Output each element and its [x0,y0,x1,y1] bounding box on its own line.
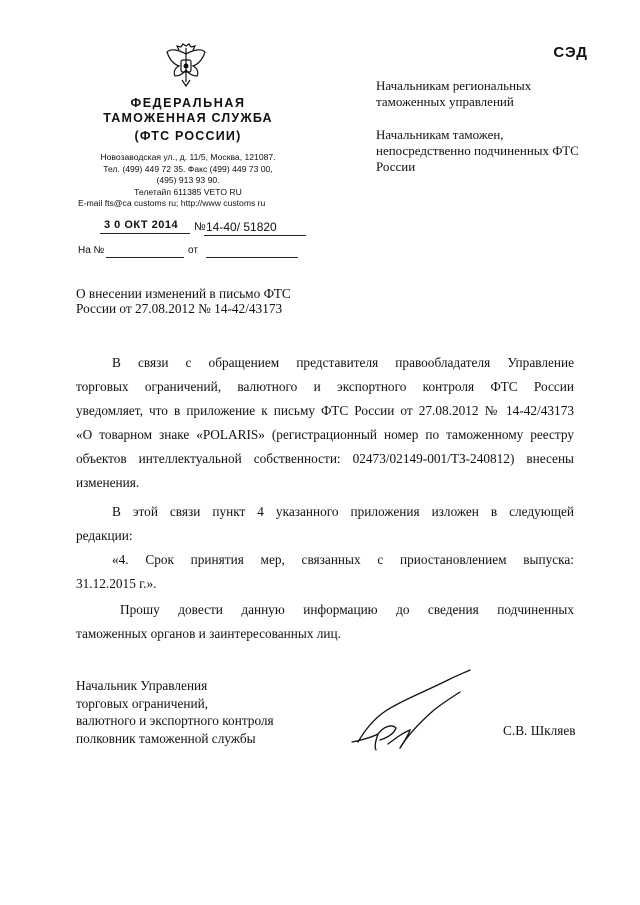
paragraph-line: объектов интеллектуальной собственности: 02473/02149-001/ТЗ-240812) внесены [76,451,574,466]
coat-of-arms-icon [165,42,207,88]
paragraph-2 [76,500,574,548]
paragraph-line: «О товарном знаке «POLARIS» (регистрационный номер по таможенному реестру [76,427,574,442]
registration-number: 14-40/ 51820 [206,220,277,234]
ref-number-field [106,257,184,258]
org-name-line1: ФЕДЕРАЛЬНАЯ [130,96,246,110]
paragraph-line: «4. Срок принятия мер, связанных с приостановлением выпуска: [112,552,574,567]
paragraph-line: Прошу довести данную информацию до сведения подчиненных [120,602,574,617]
paragraph-line: В этой связи пункт 4 указанного приложения изложен в следующей [112,504,574,519]
signatory-position [76,677,336,747]
ref-date-label: от [188,245,198,256]
contact-address: Новозаводская ул., д. 11/5, Москва, 121087. [100,152,276,162]
paragraph-line: изменения. [76,475,140,490]
paragraph-4 [76,598,574,646]
outgoing-registration-row [72,219,312,239]
handwritten-signature [348,668,498,752]
addressee-regional: Начальникам региональных таможенных управлений [376,78,532,109]
position-line: Начальник Управления [76,678,208,693]
org-short-name: (ФТС РОССИИ) [134,129,242,143]
paragraph-line: В связи с обращением представителя правообладателя Управление [112,355,574,370]
paragraph-line: таможенных органов и заинтересованных лиц. [76,626,341,641]
contact-block [72,152,304,210]
addressee-customs: Начальникам таможен, непосредственно подчиненных ФТС России [376,127,579,174]
reference-row [72,245,312,261]
ref-number-label: На № [78,245,105,256]
date-underline [100,233,190,234]
letter-subject: О внесении изменений в письмо ФТС России от 27.08.2012 № 14-42/43173 [76,286,291,317]
contact-phone: Тел. (499) 449 72 35. Факс (499) 449 73 00, [103,163,273,174]
org-name-line2: ТАМОЖЕННАЯ СЛУЖБА [103,111,273,125]
position-line: валютного и экспортного контроля [76,713,274,728]
paragraph-line: торговых ограничений, валютного и экспортного контроля ФТС России [76,379,574,394]
signer-name: С.В. Шкляев [503,723,576,738]
paragraph-line: редакции: [76,528,133,543]
paragraph-line: 31.12.2015 г.». [76,576,157,591]
position-line: торговых ограничений, [76,695,209,711]
ref-date-field [206,257,298,258]
position-line: полковник таможенной службы [76,730,256,746]
number-underline [204,235,306,236]
contact-phone2: (495) 913 93 90. [156,175,220,186]
number-label: № [194,221,206,233]
contact-teletype: Телетайп 611385 VETO RU [134,186,242,197]
paragraph-1 [76,351,574,495]
paragraph-3-quote [76,548,574,596]
date-stamp: 3 0 ОКТ 2014 [104,219,179,231]
sed-mark: СЭД [553,44,588,61]
contact-email: E-mail fts@ca customs ru; http://www customs ru [78,198,266,209]
paragraph-line: уведомляет, что в приложение к письму ФТС России от 27.08.2012 № 14-42/43173 [76,403,574,418]
